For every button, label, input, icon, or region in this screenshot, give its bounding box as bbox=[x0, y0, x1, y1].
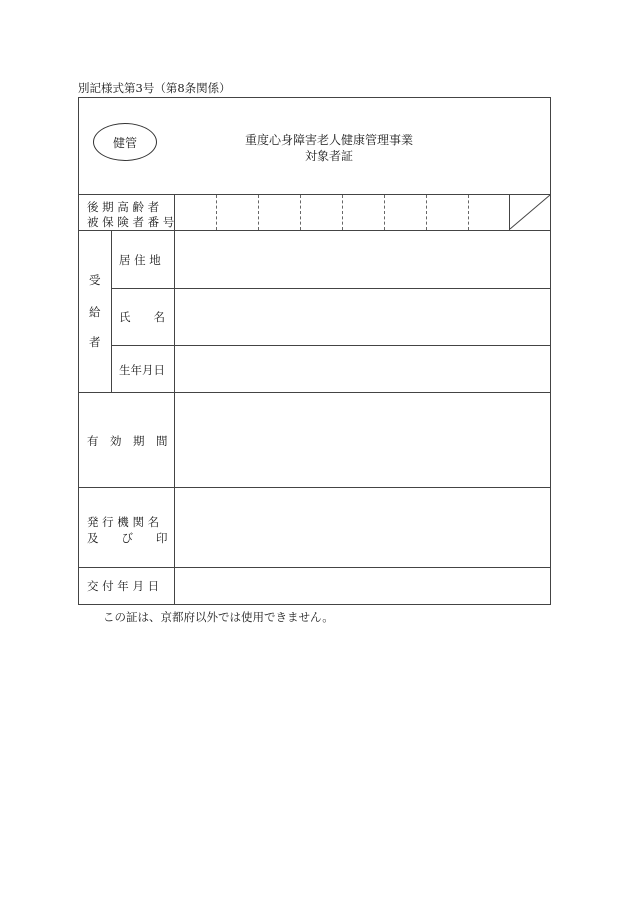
group-column-divider bbox=[111, 230, 112, 392]
insured-number-label-2: 被 保 険 者 番 号 bbox=[87, 215, 175, 229]
issuer-field[interactable] bbox=[175, 488, 550, 567]
name-label: 氏 名 bbox=[119, 310, 165, 324]
diagonal-slash bbox=[509, 194, 550, 230]
form-reference: 別記様式第3号（第8条関係） bbox=[78, 81, 231, 95]
address-label: 居 住 地 bbox=[119, 253, 161, 267]
address-field[interactable] bbox=[175, 231, 550, 288]
birthdate-label: 生年月日 bbox=[119, 363, 165, 377]
issue-date-field[interactable] bbox=[175, 568, 550, 604]
usage-note: この証は、京都府以外では使用できません。 bbox=[103, 610, 334, 624]
title-line-2: 対象者証 bbox=[304, 149, 353, 163]
validity-field[interactable] bbox=[175, 393, 550, 487]
name-field[interactable] bbox=[175, 289, 550, 345]
recipient-group-char-3: 者 bbox=[89, 335, 101, 349]
seal-circle: 健管 bbox=[93, 123, 157, 161]
title-line-1: 重度心身障害老人健康管理事業 bbox=[244, 133, 413, 147]
certificate-form bbox=[78, 97, 551, 605]
birthdate-field[interactable] bbox=[175, 346, 550, 392]
recipient-group-char-2: 給 bbox=[89, 305, 101, 319]
certificate-title bbox=[179, 132, 479, 164]
insured-number-field[interactable] bbox=[175, 195, 509, 230]
issuer-label-2: 及 び 印 bbox=[87, 531, 168, 545]
validity-label: 有 効 期 間 bbox=[87, 434, 168, 448]
insured-number-label-1: 後 期 高 齢 者 bbox=[87, 200, 160, 214]
issuer-label-1: 発 行 機 関 名 bbox=[87, 515, 160, 529]
recipient-group-char-1: 受 bbox=[89, 273, 101, 287]
issue-date-label: 交 付 年 月 日 bbox=[87, 579, 160, 593]
